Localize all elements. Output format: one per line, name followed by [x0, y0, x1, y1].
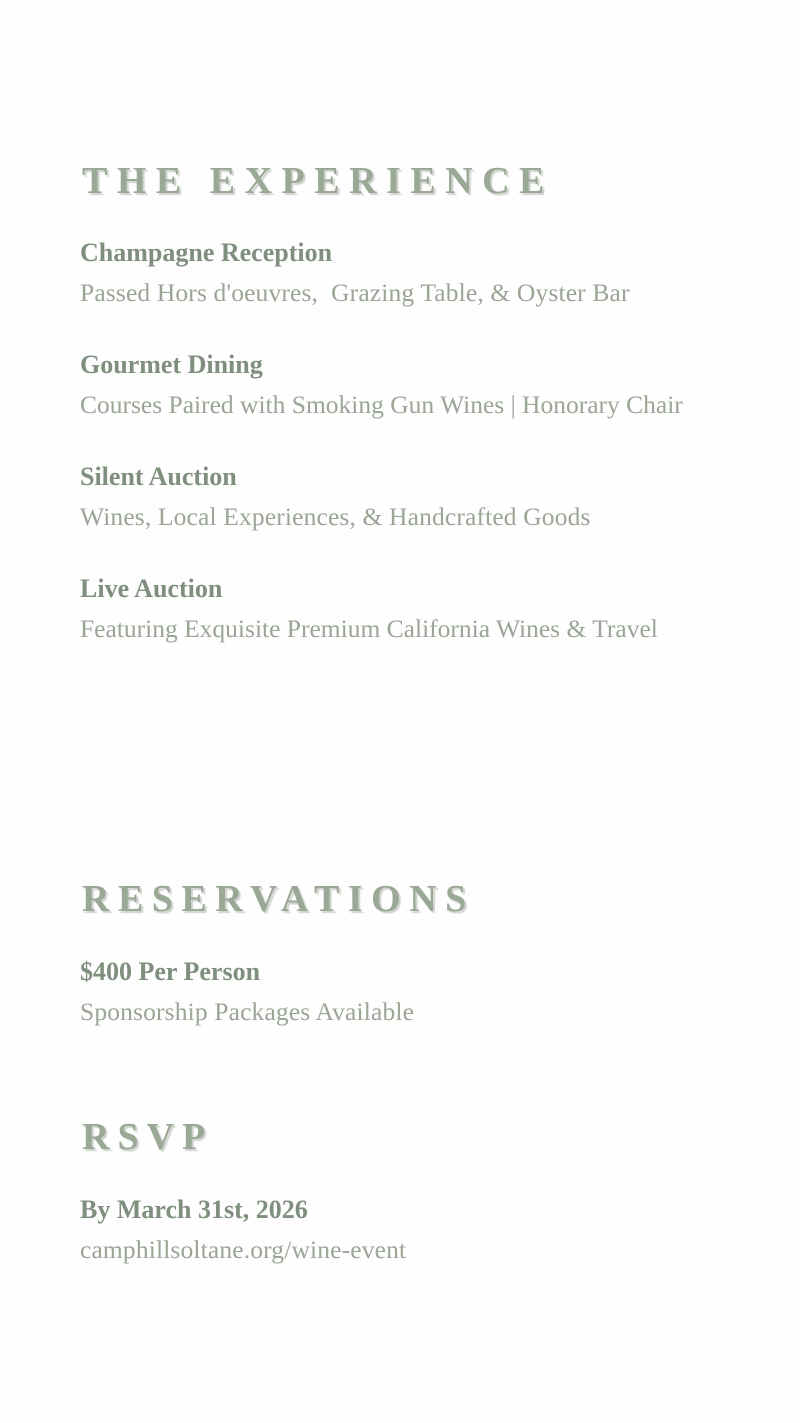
- rsvp-url: camphillsoltane.org/wine-event: [80, 1235, 407, 1264]
- experience-item-champagne-reception: [80, 238, 780, 308]
- reservations-note: Sponsorship Packages Available: [80, 997, 415, 1026]
- experience-item-description: Courses Paired with Smoking Gun Wines | Honorary Chair: [80, 390, 683, 419]
- rsvp-title: RSVP: [82, 1116, 214, 1158]
- reservations-title: RESERVATIONS: [82, 878, 475, 920]
- experience-item-description: Wines, Local Experiences, & Handcrafted Goods: [80, 502, 591, 531]
- experience-item-heading: Champagne Reception: [80, 238, 333, 267]
- experience-item-description: Passed Hors d'oeuvres, Grazing Table, & Oyster Bar: [80, 278, 630, 307]
- rsvp-deadline: By March 31st, 2026: [80, 1195, 308, 1224]
- experience-item-heading: Live Auction: [80, 574, 223, 603]
- reservations-price: $400 Per Person: [80, 957, 261, 986]
- experience-item-silent-auction: [80, 462, 780, 532]
- reservations-details: [80, 957, 780, 1027]
- rsvp-details: [80, 1195, 780, 1265]
- experience-item-live-auction: [80, 574, 780, 644]
- experience-item-gourmet-dining: [80, 350, 780, 420]
- experience-title: THE EXPERIENCE: [82, 160, 554, 202]
- experience-item-heading: Gourmet Dining: [80, 350, 263, 379]
- experience-item-description: Featuring Exquisite Premium California Wines & Travel: [80, 614, 658, 643]
- experience-item-heading: Silent Auction: [80, 462, 237, 491]
